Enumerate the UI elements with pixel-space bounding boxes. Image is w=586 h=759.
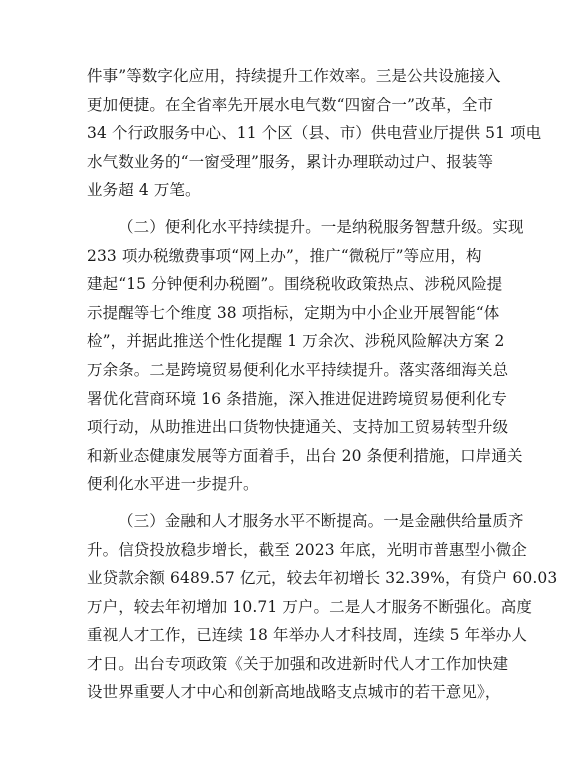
text-line: 业贷款余额 6489.57 亿元，较去年初增长 32.39%，有贷户 60.03 <box>87 569 558 588</box>
paragraph-2 <box>87 213 524 499</box>
text-line: 便利化水平进一步提升。 <box>87 475 259 494</box>
paragraph-1 <box>87 62 542 205</box>
text-line: 水气数业务的“一窗受理”服务，累计办理联动过户、报装等 <box>87 152 494 171</box>
text-line: （三）金融和人才服务水平不断提高。一是金融供给量质齐 <box>118 511 524 530</box>
text-line: 件事”等数字化应用，持续提升工作效率。三是公共设施接入 <box>87 67 501 85</box>
document-body <box>87 62 558 715</box>
text-line: 重视人才工作，已连续 18 年举办人才科技周，连续 5 年举办人 <box>87 626 527 645</box>
text-line: 才日。出台专项政策《关于加强和改进新时代人才工作加快建 <box>87 654 509 673</box>
text-line: 升。信贷投放稳步增长，截至 2023 年底，光明市普惠型小微企 <box>87 540 527 559</box>
text-line: 检”，并据此推送个性化提醒 1 万余次、涉税风险解决方案 2 <box>87 332 505 351</box>
text-line: 示提醒等七个维度 38 项指标，定期为中小企业开展智能“体 <box>87 303 500 322</box>
text-line: 署优化营商环境 16 条措施，深入推进促进跨境贸易便利化专 <box>87 389 507 408</box>
text-line: 业务超 4 万笔。 <box>87 181 201 200</box>
text-line: 万户，较去年初增加 10.71 万户。二是人才服务不断强化。高度 <box>87 597 532 616</box>
text-line: 34 个行政服务中心、11 个区（县、市）供电营业厅提供 51 项电 <box>87 124 542 143</box>
paragraph-3 <box>87 507 558 707</box>
text-line: 项行动，从助推进出口货物快捷通关、支持加工贸易转型升级 <box>87 418 509 437</box>
text-line: 233 项办税缴费事项“网上办”，推广“微税厅”等应用，构 <box>87 246 482 265</box>
text-line: 更加便捷。在全省率先开展水电气数“四窗合一”改革，全市 <box>87 95 494 114</box>
text-line: 和新业态健康发展等方面着手，出台 20 条便利措施，口岸通关 <box>87 446 523 465</box>
text-line: （二）便利化水平持续提升。一是纳税服务智慧升级。实现 <box>118 217 524 236</box>
text-line: 建起“15 分钟便利办税圈”。围绕税收政策热点、涉税风险提 <box>87 275 503 294</box>
text-line: 设世界重要人才中心和创新高地战略支点城市的若干意见》， <box>87 683 501 702</box>
text-line: 万余条。二是跨境贸易便利化水平持续提升。落实落细海关总 <box>87 360 509 379</box>
